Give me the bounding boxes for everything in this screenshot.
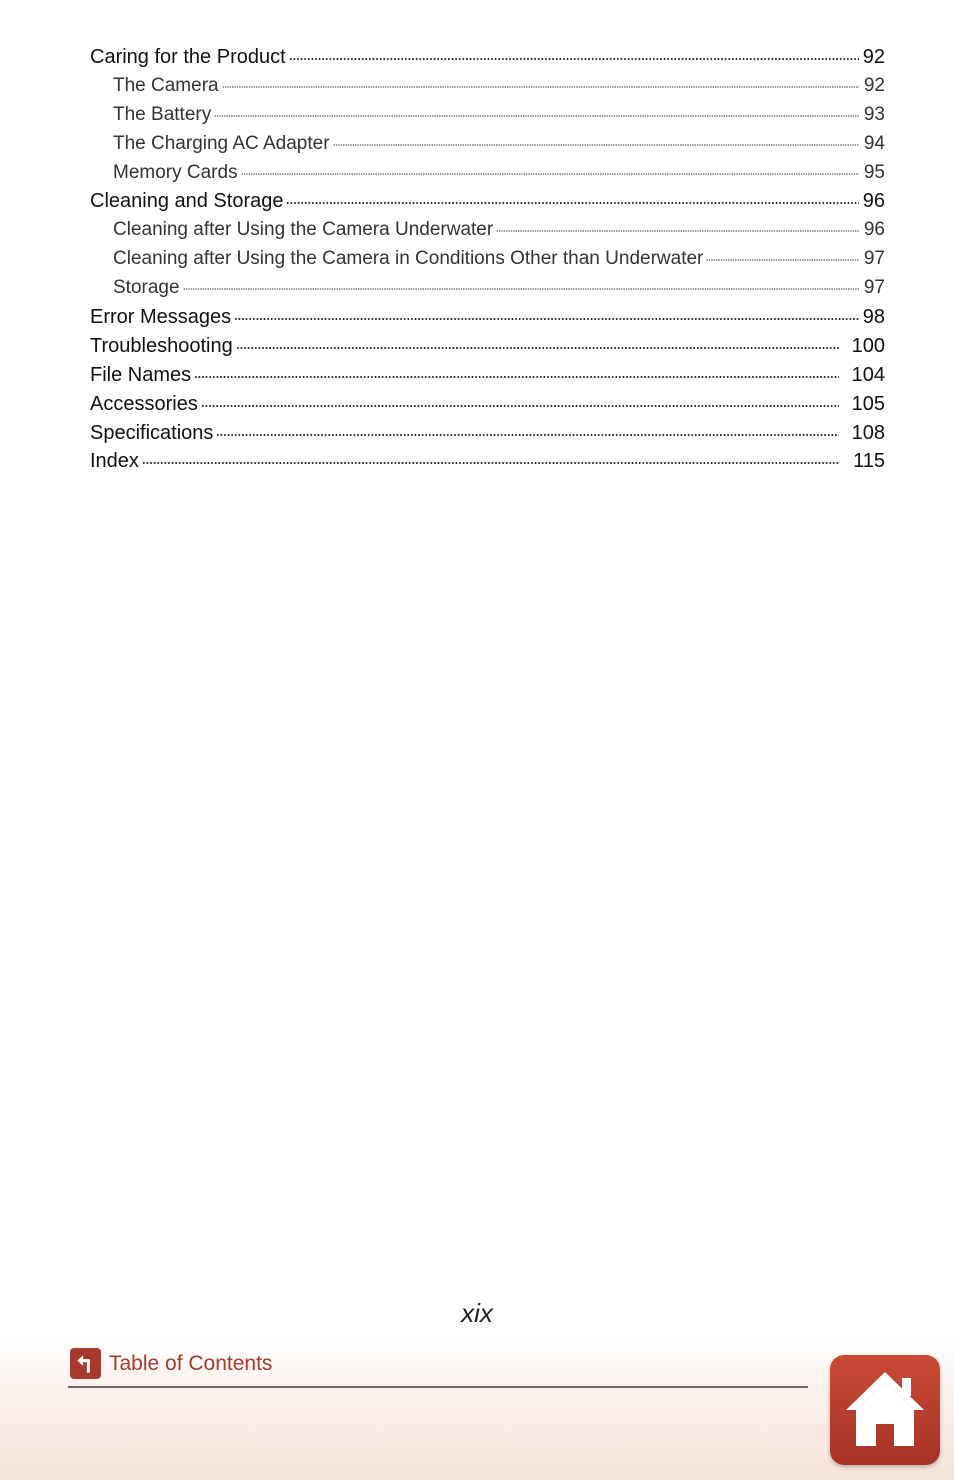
toc-entry-title: Troubleshooting: [90, 334, 233, 357]
dot-leader: [214, 113, 859, 119]
toc-entry-file-names[interactable]: [90, 364, 885, 393]
toc-entry-the-battery[interactable]: [90, 104, 885, 133]
toc-entry-title: Cleaning after Using the Camera in Conditions Other than Underwater: [113, 248, 704, 270]
toc-entry-page: 104: [851, 363, 885, 386]
toc-entry-the-charging-ac-adapter[interactable]: [90, 133, 885, 162]
toc-entry-title: Specifications: [90, 421, 214, 444]
back-arrow-icon: [70, 1348, 101, 1379]
toc-entry-page: 115: [853, 450, 885, 473]
toc-entry-accessories[interactable]: [90, 393, 885, 422]
toc-entry-error-messages[interactable]: [90, 306, 885, 335]
toc-entry-page: 100: [851, 334, 885, 357]
table-of-contents-link[interactable]: [70, 1348, 272, 1379]
toc-entry-title: The Camera: [113, 74, 219, 96]
dot-leader: [222, 84, 859, 90]
toc-entry-page: 97: [863, 248, 885, 270]
toc-entry-page: 95: [863, 161, 885, 183]
toc-entry-page: 98: [862, 306, 885, 329]
dot-leader: [496, 228, 859, 234]
toc-entry-caring-for-the-product[interactable]: [90, 46, 885, 75]
toc-entry-title: Cleaning and Storage: [90, 190, 284, 213]
toc-entry-page: 96: [863, 219, 885, 241]
toc-entry-index[interactable]: [90, 450, 885, 479]
dot-leader: [706, 257, 859, 263]
toc-entry-the-camera[interactable]: [90, 75, 885, 104]
home-icon: [840, 1366, 930, 1455]
dot-leader: [183, 286, 859, 292]
toc-entry-page: 92: [863, 74, 885, 96]
table-of-contents-label: Table of Contents: [109, 1351, 273, 1375]
toc-entry-cleaning-other-conditions[interactable]: [90, 248, 885, 277]
dot-leader: [201, 403, 839, 409]
toc-entry-storage[interactable]: [90, 277, 885, 306]
home-button[interactable]: [830, 1355, 940, 1465]
toc-entry-page: 92: [862, 46, 885, 68]
dot-leader: [333, 142, 859, 148]
footer-divider: [68, 1386, 808, 1388]
toc-entry-memory-cards[interactable]: [90, 162, 885, 191]
toc-entry-title: Accessories: [90, 392, 198, 415]
toc-entry-title: The Battery: [113, 103, 212, 125]
toc-entry-title: Storage: [113, 277, 180, 299]
dot-leader: [289, 56, 859, 62]
table-of-contents: [90, 46, 885, 479]
dot-leader: [234, 316, 859, 322]
dot-leader: [241, 171, 859, 177]
toc-entry-title: File Names: [90, 363, 192, 386]
toc-entry-page: 97: [863, 277, 885, 299]
toc-entry-title: Index: [90, 450, 139, 473]
dot-leader: [286, 200, 858, 206]
toc-entry-specifications[interactable]: [90, 422, 885, 451]
toc-entry-troubleshooting[interactable]: [90, 335, 885, 364]
toc-entry-page: 108: [851, 421, 885, 444]
toc-entry-title: Error Messages: [90, 306, 232, 329]
toc-entry-page: 105: [851, 392, 885, 415]
dot-leader: [194, 374, 839, 380]
toc-entry-cleaning-and-storage[interactable]: [90, 190, 885, 219]
toc-entry-cleaning-underwater[interactable]: [90, 219, 885, 248]
dot-leader: [142, 460, 839, 466]
dot-leader: [236, 345, 839, 351]
toc-entry-title: The Charging AC Adapter: [113, 132, 330, 154]
toc-entry-page: 96: [862, 190, 885, 213]
dot-leader: [216, 432, 839, 438]
toc-entry-title: Memory Cards: [113, 161, 238, 183]
page-number: xix: [461, 1298, 493, 1328]
toc-entry-page: 94: [863, 132, 885, 154]
toc-entry-title: Cleaning after Using the Camera Underwater: [113, 219, 494, 241]
toc-entry-page: 93: [863, 103, 885, 125]
toc-entry-title: Caring for the Product: [90, 46, 286, 68]
